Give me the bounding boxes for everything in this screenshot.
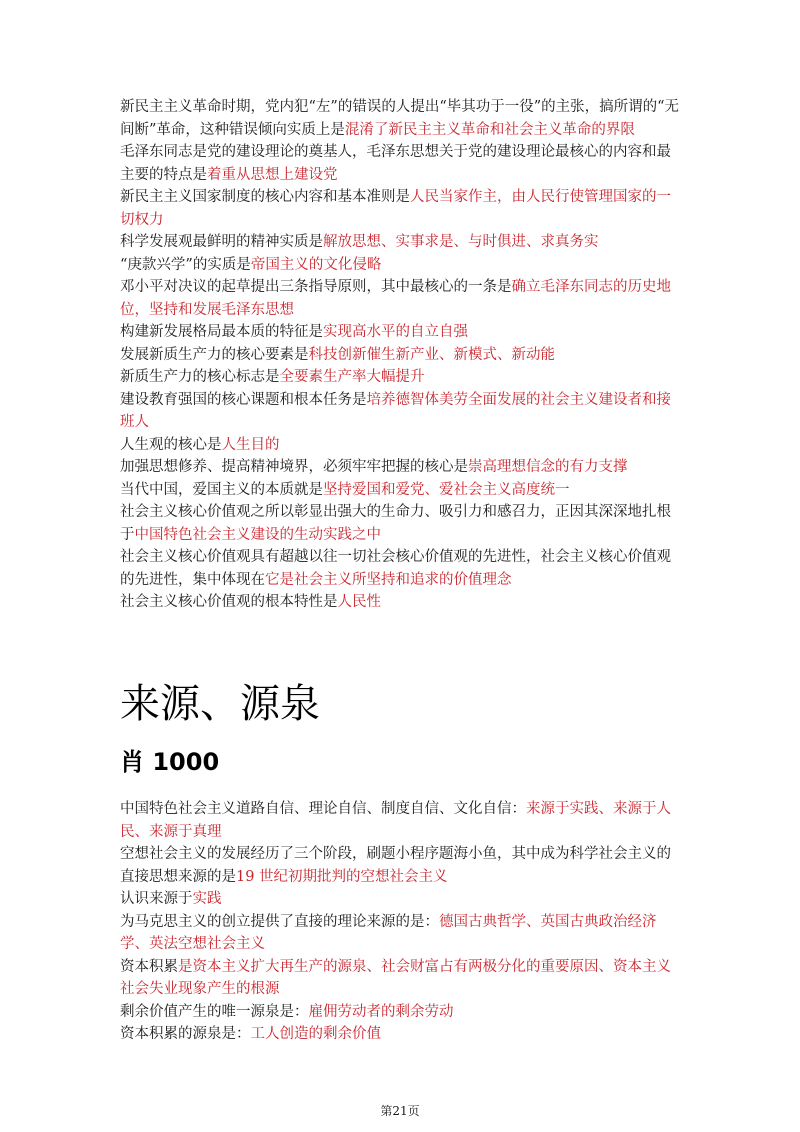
question-text: 空想社会主义的发展经历了三个阶段，刷题小程序题海小鱼，其中成为科学社会主义的直接思想来源的是 xyxy=(120,846,671,885)
question-text: 人生观的核心是 xyxy=(120,436,222,453)
qa-item xyxy=(120,911,685,956)
qa-item xyxy=(120,96,685,141)
answer-text: 崇高理想信念的有力支撑 xyxy=(468,459,628,475)
answer-text: 确立毛泽东同志的历史地位，坚持和发展毛泽东思想 xyxy=(120,279,671,318)
qa-item xyxy=(120,591,685,614)
qa-item xyxy=(120,888,685,911)
question-text: 毛泽东同志是党的建设理论的奠基人，毛泽东思想关于党的建设理论最核心的内容和最主要的特点是 xyxy=(120,144,671,183)
qa-item xyxy=(120,479,685,502)
qa-item xyxy=(120,321,685,344)
question-text: 当代中国，爱国主义的本质就是 xyxy=(120,481,323,498)
question-text: 科学发展观最鲜明的精神实质是 xyxy=(120,234,323,250)
question-text: 构建新发展格局最本质的特征是 xyxy=(120,324,323,340)
qa-item xyxy=(120,254,685,277)
qa-item xyxy=(120,956,685,1001)
question-text: 新民主主义革命时期，党内犯“左”的错误的人提出“毕其功于一役”的主张，搞所谓的“无间断”革命，这种错误倾向实质上是 xyxy=(120,99,680,138)
section-heading: 来源、源泉 xyxy=(120,681,320,727)
subsection-heading: 肖 1000 xyxy=(120,748,220,776)
qa-item xyxy=(120,141,685,186)
qa-item xyxy=(120,434,685,457)
answer-text: 解放思想、实事求是、与时俱进、求真务实 xyxy=(323,234,599,250)
qa-list-top xyxy=(120,96,685,614)
answer-text: 19 世纪初期批判的空想社会主义 xyxy=(236,868,448,885)
question-text: 资本积累 xyxy=(120,958,178,975)
question-text: 建设教育强国的核心课题和根本任务是 xyxy=(120,391,367,408)
answer-text: 工人创造的剩余价值 xyxy=(250,1026,381,1042)
answer-text: 人民性 xyxy=(337,594,381,610)
qa-item xyxy=(120,456,685,479)
question-text: 社会主义核心价值观具有超越以往一切社会核心价值观的先进性，社会主义核心价值观的先进性，集中体现在 xyxy=(120,549,671,588)
answer-text: 人民当家作主，由人民行使管理国家的一切权力 xyxy=(120,189,671,228)
answer-text: 它是社会主义所坚持和追求的价值理念 xyxy=(265,571,512,588)
qa-item xyxy=(120,231,685,254)
question-text: 社会主义核心价值观的根本特性是 xyxy=(120,594,338,610)
question-text: 邓小平对决议的起草提出三条指导原则，其中最核心的一条是 xyxy=(120,279,512,295)
question-text: 新民主主义国家制度的核心内容和基本准则是 xyxy=(120,189,410,205)
qa-item xyxy=(120,344,685,367)
qa-item xyxy=(120,276,685,321)
page-number: 第21页 xyxy=(380,1104,420,1118)
answer-text: 中国特色社会主义建设的生动实践之中 xyxy=(134,526,381,543)
answer-text: 实现高水平的自立自强 xyxy=(323,324,468,340)
answer-text: 全要素生产率大幅提升 xyxy=(279,369,425,385)
question-text: 加强思想修养、提高精神境界，必须牢牢把握的核心是 xyxy=(120,459,468,475)
answer-text: 培养德智体美劳全面发展的社会主义建设者和接班人 xyxy=(120,391,671,430)
question-text: “庚款兴学”的实质是 xyxy=(120,256,251,273)
answer-text: 坚持爱国和爱党、爱社会主义高度统一 xyxy=(323,481,570,498)
answer-text: 德国古典哲学、英国古典政治经济学、英法空想社会主义 xyxy=(120,913,657,952)
qa-item xyxy=(120,1001,685,1024)
qa-item xyxy=(120,546,685,591)
qa-item xyxy=(120,798,685,843)
answer-text: 科技创新催生新产业、新模式、新动能 xyxy=(308,346,555,363)
qa-item xyxy=(120,366,685,389)
qa-item xyxy=(120,1023,685,1046)
qa-item xyxy=(120,389,685,434)
answer-text: 帝国主义的文化侵略 xyxy=(250,256,382,273)
question-text: 资本积累的源泉是： xyxy=(120,1026,251,1042)
question-text: 社会主义核心价值观之所以彰显出强大的生命力、吸引力和感召力，正因其深深地扎根于 xyxy=(120,504,671,543)
question-text: 为马克思主义的创立提供了直接的理论来源的是： xyxy=(120,913,439,930)
qa-item xyxy=(120,186,685,231)
answer-text: 实践 xyxy=(192,891,222,907)
answer-text: 来源于实践、来源于人民、来源于真理 xyxy=(120,801,671,840)
question-text: 中国特色社会主义道路自信、理论自信、制度自信、文化自信： xyxy=(120,801,526,817)
answer-text: 着重从思想上建设党 xyxy=(207,166,338,183)
qa-item xyxy=(120,501,685,546)
answer-text: 是资本主义扩大再生产的源泉、社会财富占有两极分化的重要原因、资本主义社会失业现象产生的根源 xyxy=(120,958,671,997)
answer-text: 混淆了新民主主义革命和社会主义革命的界限 xyxy=(344,121,635,138)
answer-text: 人生目的 xyxy=(221,436,280,453)
qa-item xyxy=(120,843,685,888)
question-text: 认识来源于 xyxy=(120,891,193,907)
question-text: 剩余价值产生的唯一源泉是： xyxy=(120,1003,309,1020)
qa-list-bottom xyxy=(120,798,685,1046)
answer-text: 雇佣劳动者的剩余劳动 xyxy=(308,1003,454,1020)
question-text: 发展新质生产力的核心要素是 xyxy=(120,346,309,363)
question-text: 新质生产力的核心标志是 xyxy=(120,369,280,385)
